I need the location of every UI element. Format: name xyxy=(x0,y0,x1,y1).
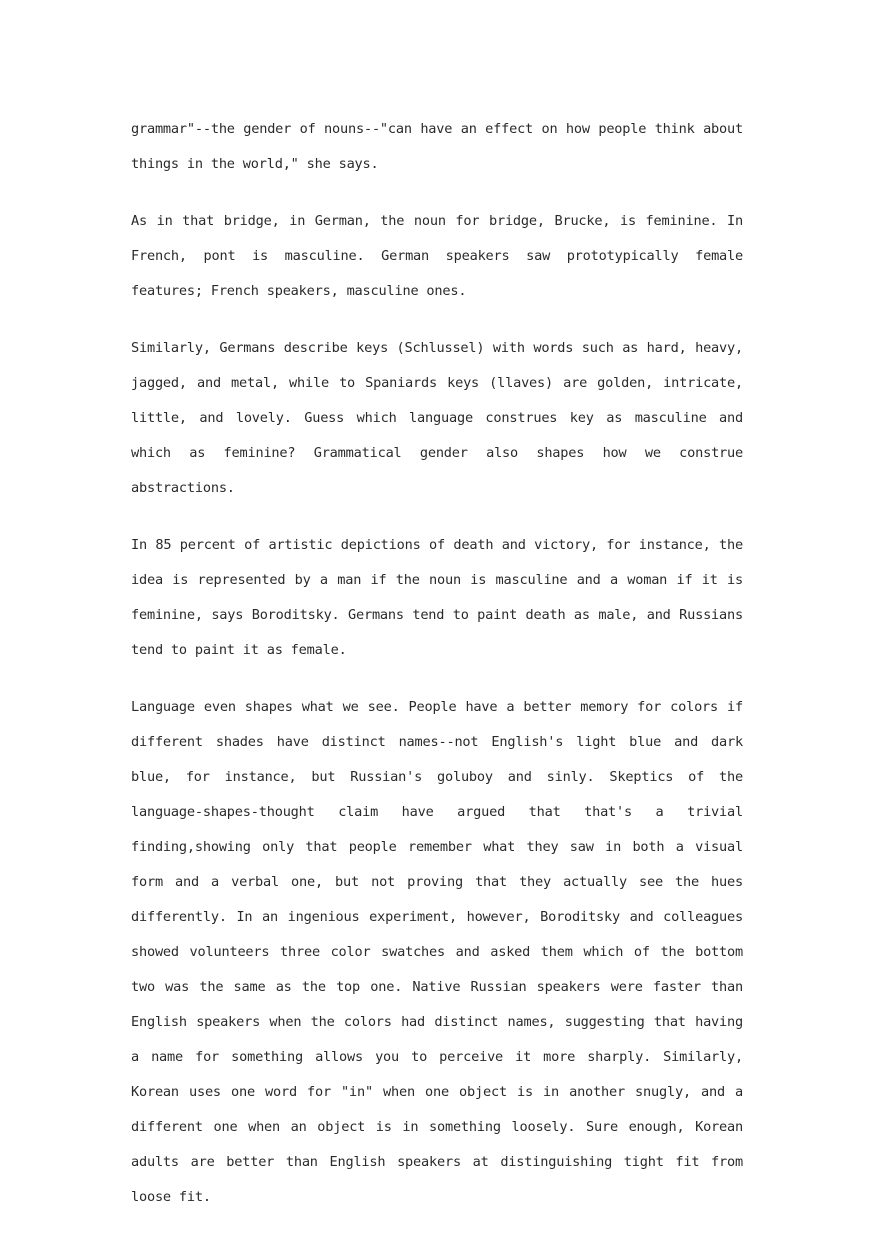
document-page xyxy=(131,112,743,1237)
paragraph-3: Similarly, Germans describe keys (Schlussel) with words such as hard, heavy, jagged, and metal, while to Spaniards keys (llaves) are golden, intricate, little, and lovely. Guess which language construes key as masculine and which as feminine? Grammatical gender also shapes how we construe abstractions. xyxy=(131,340,743,496)
paragraph-1: grammar"--the gender of nouns--"can have an effect on how people think about things in the world," she says. xyxy=(131,121,743,172)
paragraph-4: In 85 percent of artistic depictions of death and victory, for instance, the idea is represented by a man if the noun is masculine and a woman if it is feminine, says Boroditsky. Germans tend to paint death as male, and Russians tend to paint it as female. xyxy=(131,537,743,658)
paragraph-5: Language even shapes what we see. People have a better memory for colors if different shades have distinct names--not English's light blue and dark blue, for instance, but Russian's goluboy and sinly. Skeptics of the language-shapes-thought claim have argued that that's a trivial finding,showing only that people remember what they saw in both a visual form and a verbal one, but not proving that they actually see the hues differently. In an ingenious experiment, however, Boroditsky and colleagues showed volunteers three color swatches and asked them which of the bottom two was the same as the top one. Native Russian speakers were faster than English speakers when the colors had distinct names, suggesting that having a name for something allows you to perceive it more sharply. Similarly, Korean uses one word for "in" when one object is in another snugly, and a different one when an object is in something loosely. Sure enough, Korean adults are better than English speakers at distinguishing tight fit from loose fit. xyxy=(131,699,743,1205)
paragraph-2: As in that bridge, in German, the noun for bridge, Brucke, is feminine. In French, pont is masculine. German speakers saw prototypically female features; French speakers, masculine ones. xyxy=(131,213,743,299)
